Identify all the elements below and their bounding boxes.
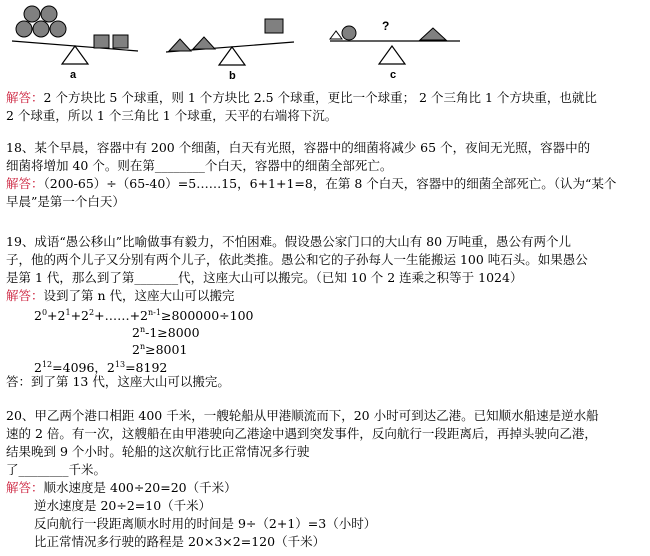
q19-equation-1: $2^0+2^1+2^2+\dots\dots+2^{n-1}\ge 800000\div 100$ <box>34 308 254 323</box>
q19-line-1: 19、成语“愚公移山”比喻做事有毅力，不怕困难。假设愚公家门口的大山有 80 万吨重，愚公有两个儿 <box>6 234 572 249</box>
fulcrum-a <box>62 46 88 64</box>
square-weight <box>113 35 128 48</box>
q20-line-3: 结果晚到 9 个小时。轮船的这次航行比正常情况多行驶 <box>6 444 310 459</box>
square-weight <box>94 35 109 48</box>
q19-conclusion: 答：到了第 13 代，这座大山可以搬完。 <box>6 374 230 389</box>
label-b: b <box>229 70 236 82</box>
q20-line-2: 速的 2 倍。有一次，这艘船在由甲港驶向乙港途中遇到突发事件，反向航行一段距离后，再掉头驶向乙港， <box>6 426 597 441</box>
fulcrum-c <box>379 46 405 64</box>
scale-b <box>166 19 294 82</box>
q19-answer-line-1: 解答：设到了第 n 代，这座大山可以搬完 <box>6 288 235 303</box>
q17-answer-line-1: 解答：2 个方块比 5 个球重，则 1 个方块比 2.5 个球重，更比一个球重； 2 个三角比 1 个方块重，也就比 <box>6 90 597 105</box>
label-a: a <box>70 69 77 81</box>
q17-answer-line-2: 2 个球重，所以 1 个三角比 1 个球重，天平的右端将下沉。 <box>6 108 338 123</box>
q19-equation-4: $2^{12}=4096$，$2^{13}=8192$ <box>34 360 168 375</box>
triangle-weight <box>193 37 215 49</box>
balance-figure <box>0 0 470 82</box>
triangle-weight <box>420 28 446 40</box>
balls-group <box>16 6 66 37</box>
q18-answer-line-1: 解答：（200-65）÷（65-40）=5……15，6+1+1=8，在第 8 个白天，容器中的细菌全部死亡。（认为“某个 <box>6 176 617 191</box>
q20-answer-line-4: 比正常情况多行驶的路程是 20×3×2=120（千米） <box>34 534 326 549</box>
q19-equation-2: $2^n-1\ge 8000$ <box>132 325 200 340</box>
q20-answer-line-2: 逆水速度是 20÷2=10（千米） <box>34 498 212 513</box>
q19-line-3: 是第 1 代，那么到了第_______代，这座大山可以搬完。（已知 10 个 2 连乘之积等于 1024） <box>6 270 523 285</box>
triangle-weight <box>169 39 191 51</box>
question-mark: ? <box>382 19 390 33</box>
scale-a <box>12 6 138 81</box>
q20-line-1: 20、甲乙两个港口相距 400 千米，一艘轮船从甲港顺流而下，20 小时可到达乙港。已知顺水船速是逆水船 <box>6 408 599 423</box>
q20-line-4: 了________千米。 <box>6 462 107 477</box>
q18-answer-line-2: 早晨”是第一个白天） <box>6 194 125 209</box>
square-weight <box>265 19 283 33</box>
ball-weight <box>342 26 356 40</box>
q19-equation-3: $2^n\ge 8001$ <box>132 342 188 357</box>
q18-line-2: 细菌将增加 40 个。则在第________个白天，容器中的细菌全部死亡。 <box>6 158 393 173</box>
q20-answer-line-1: 解答：顺水速度是 400÷20=20（千米） <box>6 480 237 495</box>
scale-c <box>330 19 460 81</box>
q20-answer-line-3: 反向航行一段距离顺水时用的时间是 9÷（2+1）=3（小时） <box>34 516 377 531</box>
q18-line-1: 18、某个早晨，容器中有 200 个细菌，白天有光照，容器中的细菌将减少 65 个，夜间无光照，容器中的 <box>6 140 591 155</box>
q19-line-2: 子，他的两个儿子又分别有两个儿子，依此类推。愚公和它的子孙每人一生能搬运 100 吨石头。如果愚公 <box>6 252 588 267</box>
fulcrum-b <box>219 47 245 65</box>
label-c: c <box>390 69 397 81</box>
